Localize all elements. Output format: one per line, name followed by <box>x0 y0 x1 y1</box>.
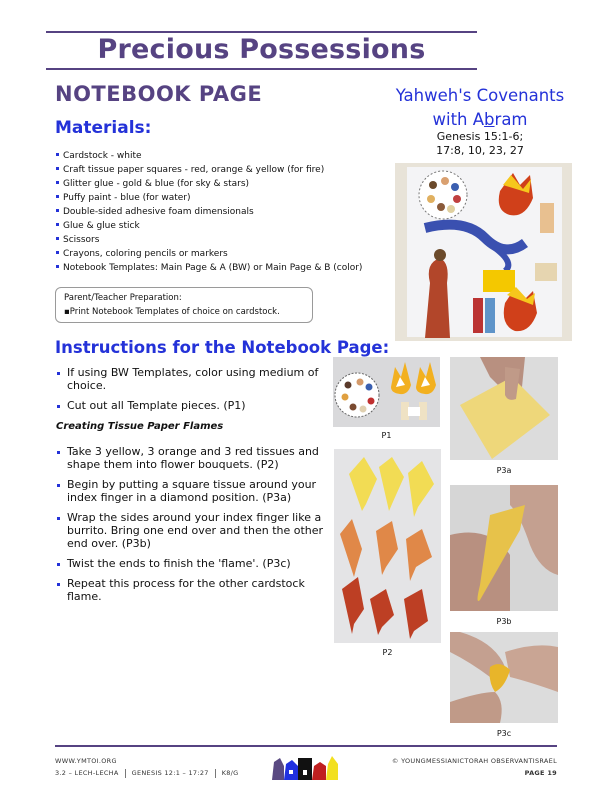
caption-p3a: P3a <box>496 466 512 475</box>
footer-lesson: 3.2 – LECH-LECHA <box>55 769 119 777</box>
prep-box <box>55 287 313 323</box>
bullet-icon <box>56 167 59 170</box>
bullet-icon <box>57 517 60 520</box>
instruction-step: Wrap the sides around your index finger like a burrito. Bring one end over and then the other end over. (P3b) <box>56 511 328 550</box>
caption-p2: P2 <box>382 648 393 657</box>
instruction-step: If using BW Templates, color using medium of choice. <box>56 366 328 392</box>
bullet-icon <box>57 583 60 586</box>
materials-item: Double-sided adhesive foam dimensionals <box>56 205 362 219</box>
prep-title: Parent/Teacher Preparation: <box>64 293 182 303</box>
instructions-list <box>56 366 328 419</box>
page-number: PAGE 19 <box>524 769 557 777</box>
flames-subheading: Creating Tissue Paper Flames <box>56 421 224 432</box>
bullet-icon <box>56 237 59 240</box>
ymtoi-logo-icon <box>270 752 350 782</box>
footer-left <box>55 755 239 779</box>
bullet-icon <box>57 484 60 487</box>
instruction-step: Twist the ends to finish the 'flame'. (P3c) <box>56 557 328 570</box>
footer-separator <box>125 769 126 778</box>
bullet-icon <box>57 563 60 566</box>
materials-item: Craft tissue paper squares - red, orange & yellow (for fire) <box>56 163 362 177</box>
page-title: Precious Possessions <box>97 34 426 65</box>
materials-item: Crayons, coloring pencils or markers <box>56 247 362 261</box>
bullet-icon <box>57 451 60 454</box>
materials-item: Glue & glue stick <box>56 219 362 233</box>
materials-item: Scissors <box>56 233 362 247</box>
instruction-step: Take 3 yellow, 3 orange and 3 red tissues and shape them into flower bouquets. (P2) <box>56 445 328 471</box>
footer-level: K8/G <box>221 769 239 777</box>
photo-p3c <box>450 632 558 723</box>
completed-notebook-photo <box>395 163 572 341</box>
prep-item: ▪Print Notebook Templates of choice on cardstock. <box>64 307 280 317</box>
materials-item: Glitter glue - gold & blue (for sky & stars) <box>56 177 362 191</box>
footer-right <box>392 755 557 779</box>
materials-list <box>56 149 362 275</box>
bullet-icon <box>56 195 59 198</box>
instruction-step: Begin by putting a square tissue around your index finger in a diamond position. (P3a) <box>56 478 328 504</box>
scripture-reference: Genesis 15:1-6; 17:8, 10, 23, 27 <box>436 130 524 157</box>
photo-p3a <box>450 357 558 460</box>
materials-item: Cardstock - white <box>56 149 362 163</box>
bullet-icon <box>56 251 59 254</box>
notebook-page-heading: NOTEBOOK PAGE <box>55 82 263 106</box>
materials-heading: Materials: <box>55 118 152 138</box>
footer-separator <box>215 769 216 778</box>
bullet-icon <box>56 223 59 226</box>
bullet-icon <box>57 372 60 375</box>
instruction-step: Repeat this process for the other cardstock flame. <box>56 577 328 603</box>
instructions-heading: Instructions for the Notebook Page: <box>55 338 390 357</box>
bullet-icon <box>57 405 60 408</box>
photo-p2 <box>334 449 441 643</box>
sidebar-title: Yahweh's Covenants with Abram <box>395 86 565 129</box>
bullet-icon <box>56 181 59 184</box>
bullet-icon <box>56 153 59 156</box>
caption-p3c: P3c <box>496 729 512 738</box>
header-rule-bottom <box>46 68 477 70</box>
caption-p1: P1 <box>381 431 392 440</box>
materials-item: Puffy paint - blue (for water) <box>56 191 362 205</box>
footer-copyright: © YOUNGMESSIANICTORAH OBSERVANTISRAEL <box>391 757 557 765</box>
page-title-wrap <box>46 33 477 67</box>
footer-rule <box>55 745 557 747</box>
materials-item: Notebook Templates: Main Page & A (BW) or Main Page & B (color) <box>56 261 362 275</box>
instruction-step: Cut out all Template pieces. (P1) <box>56 399 328 412</box>
flame-steps-list <box>56 445 328 610</box>
footer-scripture: GENESIS 12:1 – 17:27 <box>131 769 209 777</box>
photo-p1 <box>333 357 440 427</box>
photo-p3b <box>450 485 558 611</box>
caption-p3b: P3b <box>496 617 512 626</box>
bullet-icon <box>56 209 59 212</box>
bullet-icon <box>56 265 59 268</box>
footer-website: WWW.YMTOI.ORG <box>55 757 117 765</box>
